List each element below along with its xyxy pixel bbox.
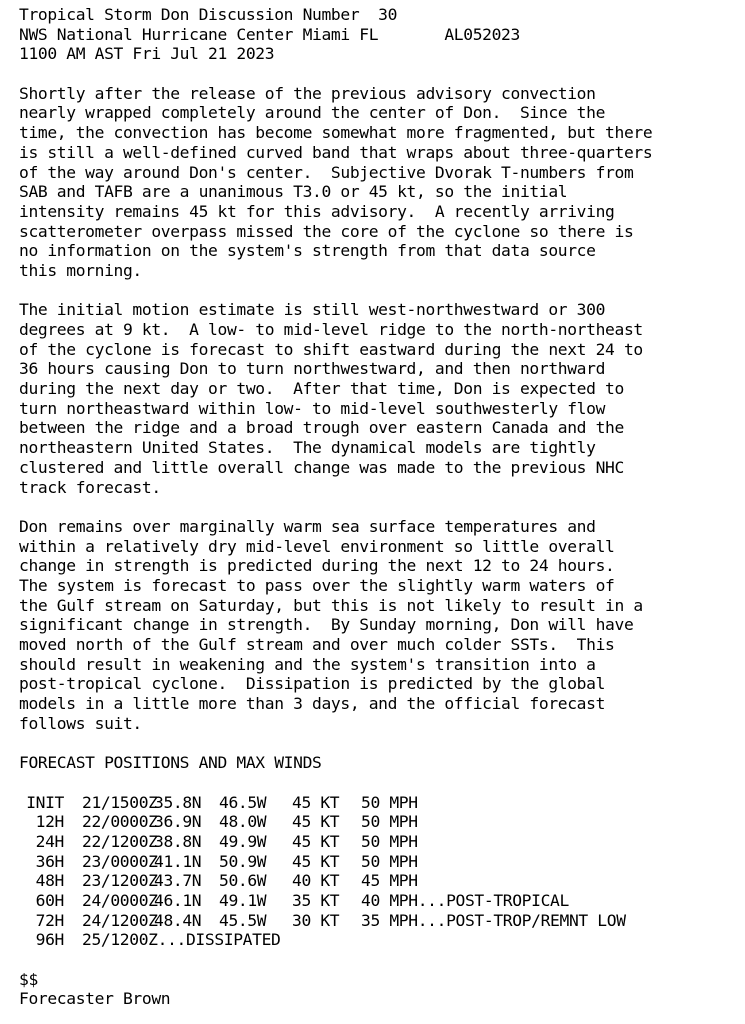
latitude: 36.9N — [154, 812, 202, 832]
text-line: of the way around Don's center. Subjective Dvorak T-numbers from — [19, 162, 634, 182]
text-line: the Gulf stream on Saturday, but this is not likely to result in a — [19, 595, 643, 615]
wind-kt: 35 KT — [292, 890, 340, 910]
text-line: The system is forecast to pass over the slightly warm waters of — [19, 575, 615, 595]
latitude: 41.1N — [154, 851, 202, 871]
table-row — [19, 852, 739, 872]
valid-time: 22/0000Z — [82, 812, 158, 832]
end-of-product-marker: $$ — [19, 969, 38, 989]
text-line: post-tropical cyclone. Dissipation is predicted by the global — [19, 674, 606, 694]
wind-mph: 50 MPH — [361, 831, 418, 851]
text-line: within a relatively dry mid-level environment so little overall — [19, 536, 615, 556]
text-line: northeastern United States. The dynamical models are tightly — [19, 438, 596, 458]
forecast-hour: INIT — [26, 792, 64, 812]
table-row — [19, 871, 739, 891]
wind-kt: 45 KT — [292, 831, 340, 851]
longitude: 50.9W — [219, 851, 267, 871]
text-line: change in strength is predicted during the next 12 to 24 hours. — [19, 556, 615, 576]
text-line: of the cyclone is forecast to shift eastward during the next 24 to — [19, 339, 643, 359]
forecast-hour: 48H — [35, 871, 64, 891]
wind-kt: 40 KT — [292, 871, 340, 891]
forecast-table — [19, 793, 739, 951]
text-line: nearly wrapped completely around the center of Don. Since the — [19, 103, 606, 123]
valid-time: 23/0000Z — [82, 851, 158, 871]
spacer — [19, 497, 739, 517]
longitude: 45.5W — [219, 910, 267, 930]
text-line: should result in weakening and the system's transition into a — [19, 654, 596, 674]
paragraph-motion — [19, 300, 739, 497]
forecast-heading: FORECAST POSITIONS AND MAX WINDS — [19, 753, 322, 773]
longitude: 49.1W — [219, 890, 267, 910]
text-line: is still a well-defined curved band that wraps about three-quarters — [19, 142, 653, 162]
text-line: models in a little more than 3 days, and the official forecast — [19, 694, 606, 714]
wind-kt: 30 KT — [292, 910, 340, 930]
wind-kt: 45 KT — [292, 851, 340, 871]
text-line: no information on the system's strength from that data source — [19, 241, 596, 261]
longitude: 50.6W — [219, 871, 267, 891]
latitude: 38.8N — [154, 831, 202, 851]
valid-time: 21/1500Z — [82, 792, 158, 812]
wind-mph: 35 MPH...POST-TROP/REMNT LOW — [361, 910, 626, 930]
forecast-hour: 72H — [35, 910, 64, 930]
forecast-hour: 36H — [35, 851, 64, 871]
valid-time: 23/1200Z — [82, 871, 158, 891]
table-row — [19, 930, 739, 950]
spacer — [19, 733, 739, 753]
spacer — [19, 281, 739, 301]
text-line: degrees at 9 kt. A low- to mid-level ridge to the north-northeast — [19, 320, 643, 339]
text-line: between the ridge and a broad trough over eastern Canada and the — [19, 418, 624, 438]
table-row — [19, 812, 739, 832]
wind-mph: 40 MPH...POST-TROPICAL — [361, 890, 569, 910]
text-line: during the next day or two. After that time, Don is expected to — [19, 379, 624, 399]
valid-time: 24/1200Z — [82, 910, 158, 930]
latitude: 48.4N — [154, 910, 202, 930]
text-line: time, the convection has become somewhat more fragmented, but there — [19, 123, 653, 143]
valid-time: 22/1200Z — [82, 831, 158, 851]
text-line: this morning. — [19, 260, 142, 280]
wind-mph: 50 MPH — [361, 812, 418, 832]
spacer — [19, 64, 739, 84]
text-line: The initial motion estimate is still west-northwestward or 300 — [19, 300, 606, 320]
longitude: 49.9W — [219, 831, 267, 851]
text-line: significant change in strength. By Sunday morning, Don will have — [19, 615, 634, 635]
forecast-hour: 24H — [35, 831, 64, 851]
issue-time: 1100 AM AST Fri Jul 21 2023 — [19, 44, 275, 64]
forecast-hour: 96H — [35, 930, 64, 950]
paragraph-forecast-reasoning — [19, 517, 739, 734]
forecast-hour: 12H — [35, 812, 64, 832]
wind-mph: 45 MPH — [361, 871, 418, 891]
text-line: intensity remains 45 kt for this advisory. A recently arriving — [19, 201, 615, 221]
spacer — [19, 950, 739, 970]
spacer — [19, 773, 739, 793]
forecaster-name: Forecaster Brown — [19, 989, 171, 1009]
wind-kt: 45 KT — [292, 812, 340, 832]
paragraph-intensity — [19, 84, 739, 281]
text-line: follows suit. — [19, 713, 142, 733]
forecast-hour: 60H — [35, 890, 64, 910]
valid-time: 24/0000Z — [82, 890, 158, 910]
text-line: SAB and TAFB are a unanimous T3.0 or 45 kt, so the initial — [19, 182, 568, 202]
discussion-document — [19, 5, 739, 1009]
wind-mph: 50 MPH — [361, 792, 418, 812]
latitude: 43.7N — [154, 871, 202, 891]
issuing-office: NWS National Hurricane Center Miami FL AL052023 — [19, 24, 520, 44]
text-line: scatterometer overpass missed the core of the cyclone so there is — [19, 221, 634, 241]
latitude: 35.8N — [154, 792, 202, 812]
longitude: 48.0W — [219, 812, 267, 832]
text-line: turn northeastward within low- to mid-level southwesterly flow — [19, 398, 606, 418]
discussion-title: Tropical Storm Don Discussion Number 30 — [19, 5, 398, 24]
dissipated-note: 25/1200Z...DISSIPATED — [82, 930, 281, 950]
wind-kt: 45 KT — [292, 792, 340, 812]
table-row — [19, 832, 739, 852]
table-row — [19, 891, 739, 911]
table-row — [19, 793, 739, 813]
text-line: Shortly after the release of the previous advisory convection — [19, 83, 596, 103]
text-line: clustered and little overall change was made to the previous NHC — [19, 457, 624, 477]
text-line: Don remains over marginally warm sea surface temperatures and — [19, 516, 596, 536]
longitude: 46.5W — [219, 792, 267, 812]
text-line: 36 hours causing Don to turn northwestward, and then northward — [19, 359, 606, 379]
text-line: moved north of the Gulf stream and over much colder SSTs. This — [19, 635, 615, 654]
wind-mph: 50 MPH — [361, 851, 418, 871]
text-line: track forecast. — [19, 477, 161, 497]
table-row — [19, 911, 739, 931]
latitude: 46.1N — [154, 890, 202, 910]
